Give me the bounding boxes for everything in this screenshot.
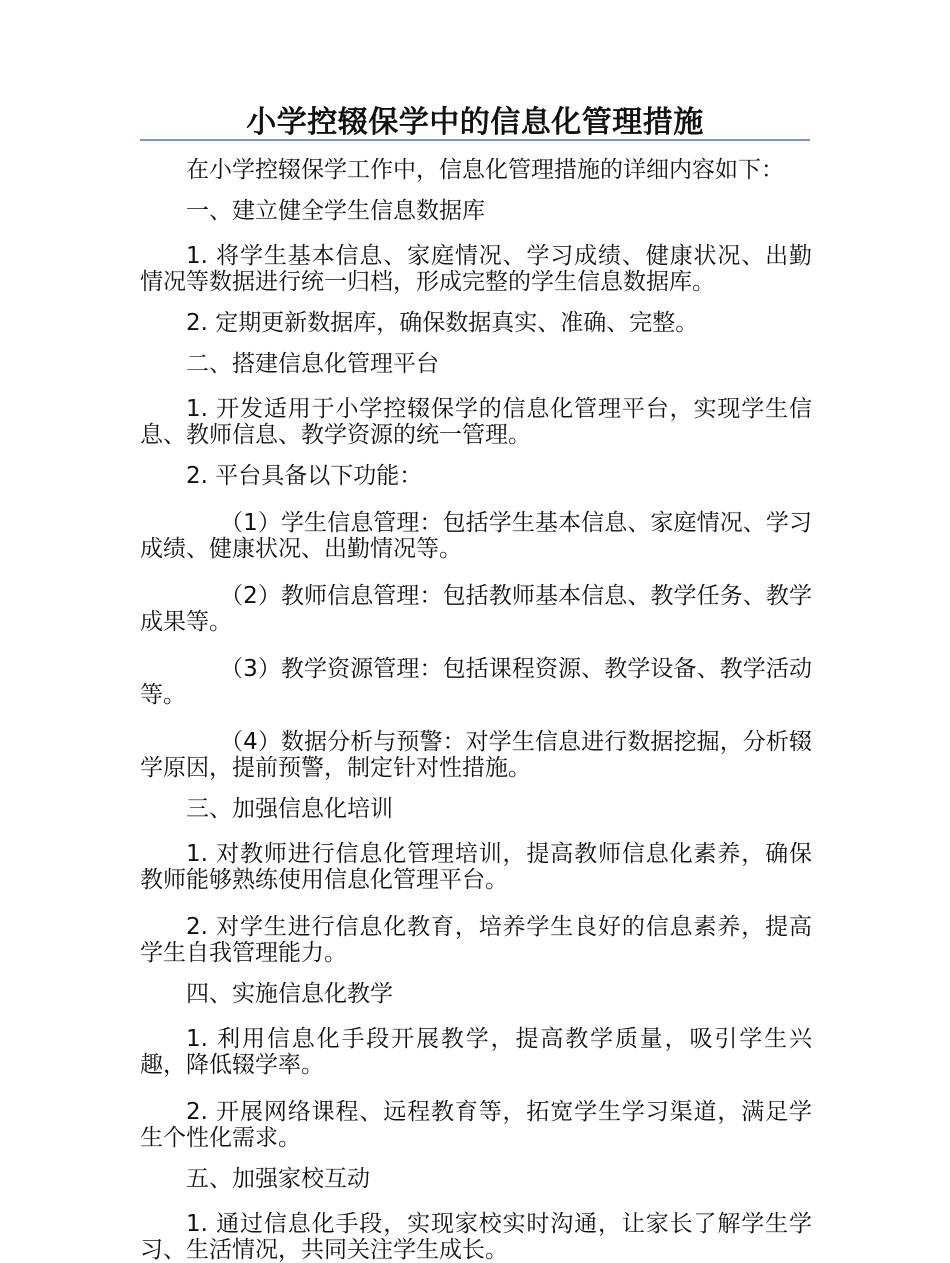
- document-title: 小学控辍保学中的信息化管理措施: [246, 105, 704, 140]
- title-underline: [140, 139, 810, 141]
- paragraph-4-1: 1. 利用信息化手段开展教学，提高教学质量，吸引学生兴趣，降低辍学率。: [140, 1026, 812, 1078]
- intro-paragraph: 在小学控辍保学工作中，信息化管理措施的详细内容如下：: [186, 157, 784, 183]
- subitem-2-2: （2）教师信息管理：包括教师基本信息、教学任务、教学成果等。: [140, 583, 812, 635]
- subitem-2-4: （4）数据分析与预警：对学生信息进行数据挖掘，分析辍学原因，提前预警，制定针对性措施。: [140, 729, 812, 781]
- section-heading-2: 二、搭建信息化管理平台: [186, 351, 439, 377]
- paragraph-1-1: 1. 将学生基本信息、家庭情况、学习成绩、健康状况、出勤情况等数据进行统一归档，形成完整的学生信息数据库。: [140, 243, 812, 295]
- paragraph-2-1: 1. 开发适用于小学控辍保学的信息化管理平台，实现学生信息、教师信息、教学资源的统一管理。: [140, 396, 812, 448]
- paragraph-3-2: 2. 对学生进行信息化教育，培养学生良好的信息素养，提高学生自我管理能力。: [140, 914, 812, 966]
- section-heading-5: 五、加强家校互动: [186, 1166, 370, 1192]
- section-heading-4: 四、实施信息化教学: [186, 981, 393, 1007]
- paragraph-1-2: 2. 定期更新数据库，确保数据真实、准确、完整。: [186, 310, 699, 336]
- document-body: [140, 157, 812, 1263]
- paragraph-4-2: 2. 开展网络课程、远程教育等，拓宽学生学习渠道，满足学生个性化需求。: [140, 1099, 812, 1151]
- subitem-2-3: （3）教学资源管理：包括课程资源、教学设备、教学活动等。: [140, 656, 812, 708]
- section-heading-3: 三、加强信息化培训: [186, 796, 393, 822]
- paragraph-5-1: 1. 通过信息化手段，实现家校实时沟通，让家长了解学生学习、生活情况，共同关注学生成长。: [140, 1211, 812, 1263]
- section-heading-1: 一、建立健全学生信息数据库: [186, 198, 485, 224]
- paragraph-2-2: 2. 平台具备以下功能：: [186, 463, 423, 489]
- paragraph-3-1: 1. 对教师进行信息化管理培训，提高教师信息化素养，确保教师能够熟练使用信息化管理平台。: [140, 841, 812, 893]
- subitem-2-1: （1）学生信息管理：包括学生基本信息、家庭情况、学习成绩、健康状况、出勤情况等。: [140, 510, 812, 562]
